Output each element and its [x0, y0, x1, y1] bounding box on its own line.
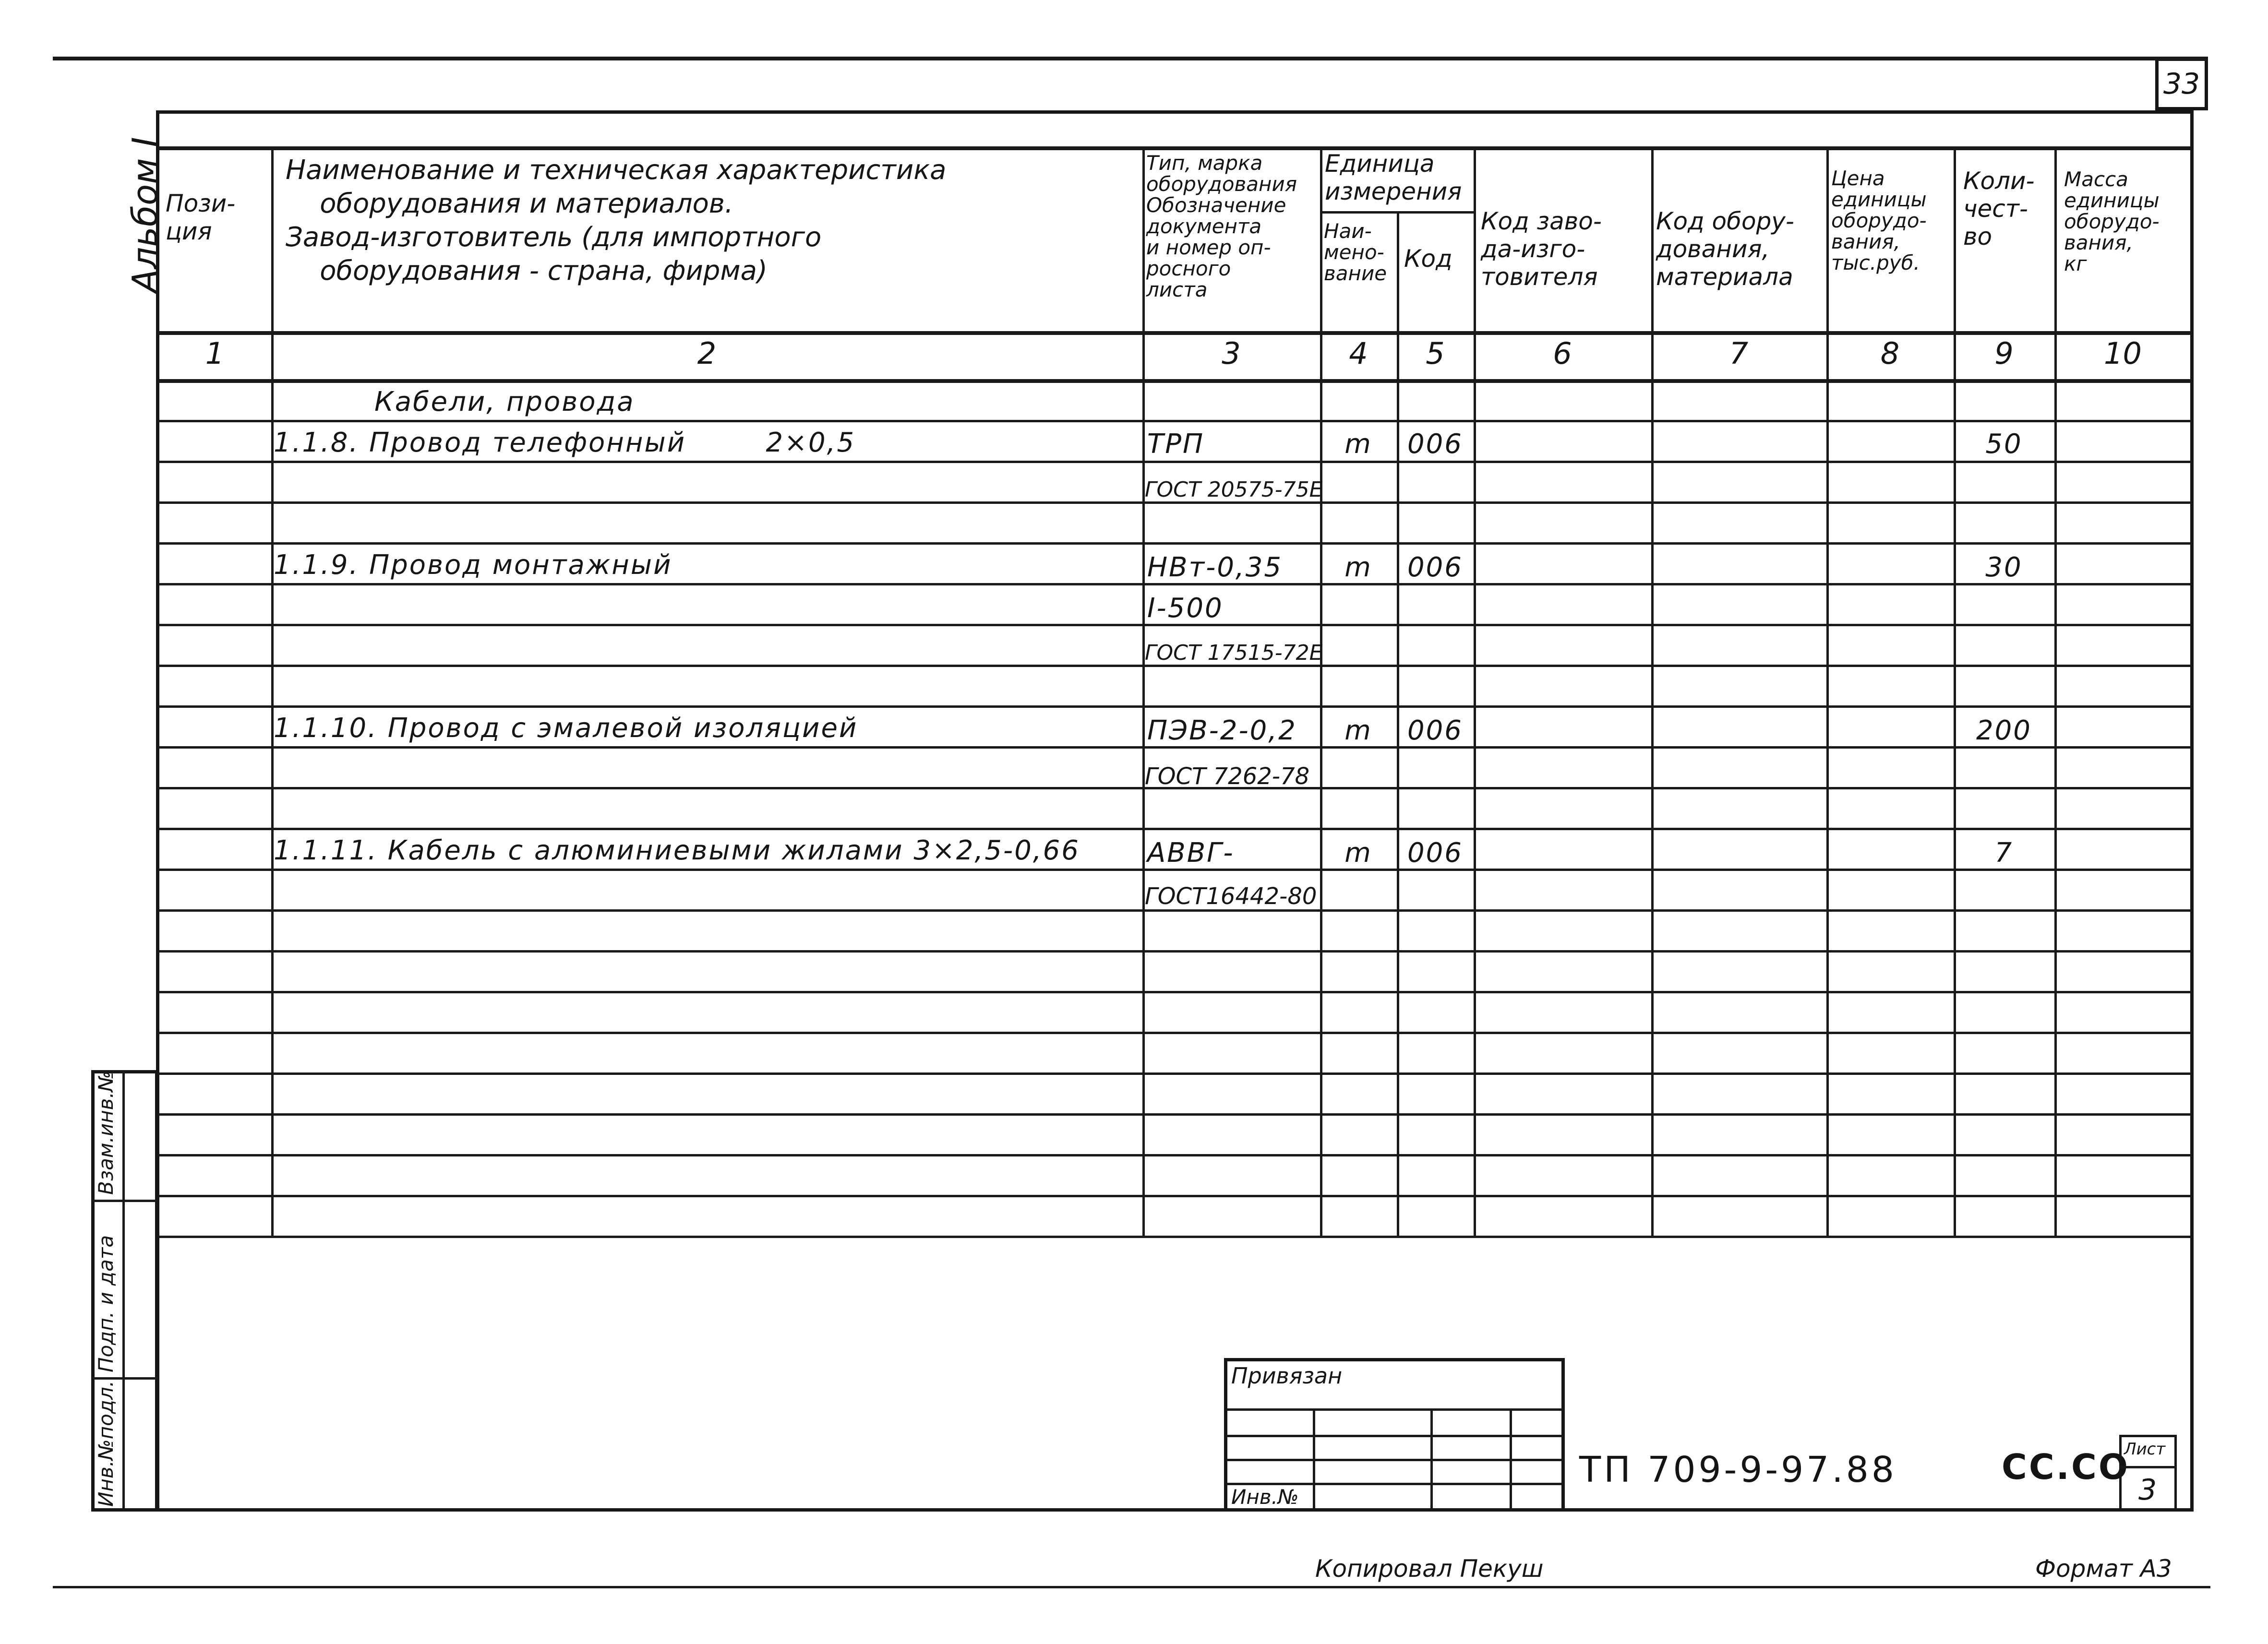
table-row-line — [158, 705, 2191, 708]
list-item: ГОСТ 17515-72Е — [1145, 641, 1323, 665]
header-quantity: Коли- чест- во — [1963, 167, 2035, 250]
side-stamp-col — [122, 1070, 125, 1512]
sheet-bottom-line — [53, 1586, 2210, 1588]
list-item: 006 — [1407, 715, 1463, 746]
colnum-7: 7 — [1729, 336, 1749, 371]
spec-table-frame — [156, 110, 2194, 1512]
list-item: m — [1344, 715, 1372, 746]
privyazan-label: Привязан — [1231, 1363, 1343, 1389]
list-item: 1.1.8. Провод телефонный 2×0,5 — [274, 427, 856, 458]
colnum-bottom-line — [158, 379, 2191, 383]
copied-by: Копировал Пекуш — [1315, 1555, 1544, 1583]
table-row-line — [158, 746, 2191, 749]
header-type: Тип, марка оборудования Обозначение документа и номер оп- росного листа — [1146, 151, 1297, 301]
privyazan-col-2 — [1430, 1408, 1433, 1512]
header-bottom-line — [158, 331, 2191, 335]
privyazan-line-1 — [1226, 1408, 1562, 1411]
list-item: АВВГ- — [1147, 837, 1235, 869]
header-top-line — [158, 146, 2191, 150]
table-row-line — [158, 828, 2191, 830]
stamp-podp-data: Подп. и дата — [94, 1235, 118, 1372]
header-unit-code: Код — [1404, 245, 1452, 273]
colnum-3: 3 — [1222, 336, 1241, 371]
list-item: 1.1.9. Провод монтажный — [274, 549, 672, 581]
page-number: 33 — [2163, 67, 2200, 101]
privyazan-line-2 — [1226, 1435, 1562, 1437]
privyazan-col-1 — [1313, 1408, 1315, 1512]
header-position: Пози- ция — [166, 190, 236, 245]
header-unit: Единица измерения — [1325, 150, 1462, 205]
colnum-5: 5 — [1426, 336, 1445, 371]
unit-header-split — [1320, 211, 1474, 214]
list-item: Кабели, провода — [374, 386, 635, 417]
list-item: 1.1.10. Провод с эмалевой изоляцией — [274, 713, 858, 744]
table-row-line — [158, 420, 2191, 422]
colnum-2: 2 — [697, 336, 717, 371]
list-item: 30 — [1985, 552, 2023, 583]
list-item: m — [1344, 552, 1372, 583]
table-row-line — [158, 869, 2191, 871]
list-box-split — [2119, 1466, 2177, 1468]
colnum-8: 8 — [1880, 336, 1900, 371]
table-row-line — [158, 1072, 2191, 1075]
list-label: Лист — [2124, 1440, 2166, 1459]
table-row-line — [158, 950, 2191, 953]
list-item: ГОСТ 7262-78 — [1145, 763, 1310, 790]
list-item: 7 — [1994, 837, 2014, 869]
list-item: НВт-0,35 — [1147, 552, 1283, 583]
header-equipment-code: Код обору- дования, материала — [1656, 207, 1794, 291]
list-item: 1.1.11. Кабель с алюминиевыми жилами 3×2,5-0,66 — [274, 835, 1080, 866]
table-row-line — [158, 1113, 2191, 1116]
colnum-4: 4 — [1349, 336, 1368, 371]
privyazan-col-3 — [1510, 1408, 1512, 1512]
list-item: ПЭВ-2-0,2 — [1147, 715, 1297, 746]
stamp-vzam-inv: Взам.инв.№ — [94, 1071, 118, 1195]
list-item: 006 — [1407, 837, 1463, 869]
table-row-line — [158, 461, 2191, 463]
list-item: ГОСТ16442-80 — [1145, 883, 1317, 910]
table-row-line — [158, 1154, 2191, 1156]
table-row-line — [158, 991, 2191, 993]
table-row-line — [158, 583, 2191, 585]
colnum-1: 1 — [205, 336, 225, 371]
album-label: Альбом I — [125, 137, 165, 293]
stamp-inv-podl: Инв.№подл. — [94, 1380, 118, 1507]
side-stamp-split-1 — [91, 1200, 158, 1202]
list-item: 006 — [1407, 429, 1463, 460]
page-number-box — [2155, 58, 2208, 110]
table-row-line — [158, 1032, 2191, 1034]
format-label: Формат А3 — [2035, 1555, 2172, 1583]
list-item: 50 — [1985, 429, 2023, 460]
header-unit-name: Наи- мено- вание — [1324, 219, 1387, 285]
header-factory-code: Код заво- да-изго- товителя — [1481, 207, 1602, 291]
list-item: I-500 — [1147, 593, 1224, 624]
table-row-line — [158, 542, 2191, 545]
colnum-9: 9 — [1994, 336, 2014, 371]
list-item: m — [1344, 837, 1372, 869]
privyazan-line-3 — [1226, 1459, 1562, 1461]
colnum-10: 10 — [2104, 336, 2142, 371]
header-price: Цена единицы оборудо- вания, тыс.руб. — [1831, 167, 1927, 274]
side-stamp-split-2 — [91, 1377, 158, 1380]
colnum-6: 6 — [1553, 336, 1572, 371]
table-row-line — [158, 624, 2191, 626]
header-name: Наименование и техническая характеристика оборудования и материалов. Завод-изготовитель (для импортного оборудования - страна, фирма) — [286, 155, 947, 286]
list-number: 3 — [2138, 1473, 2157, 1507]
inv-no-label: Инв.№ — [1231, 1485, 1299, 1509]
list-item: 006 — [1407, 552, 1463, 583]
header-mass: Масса единицы оборудо- вания, кг — [2064, 167, 2160, 275]
list-item: ГОСТ 20575-75Е — [1145, 477, 1323, 502]
table-row-line — [158, 1195, 2191, 1197]
set-code: СС.СО — [2002, 1447, 2130, 1487]
list-item: 200 — [1976, 715, 2032, 746]
sheet-top-line — [53, 57, 2208, 60]
doc-code: ТП 709-9-97.88 — [1579, 1449, 1897, 1490]
list-item: ТРП — [1147, 429, 1205, 460]
table-row-line — [158, 1236, 2191, 1238]
list-item: m — [1344, 429, 1372, 460]
